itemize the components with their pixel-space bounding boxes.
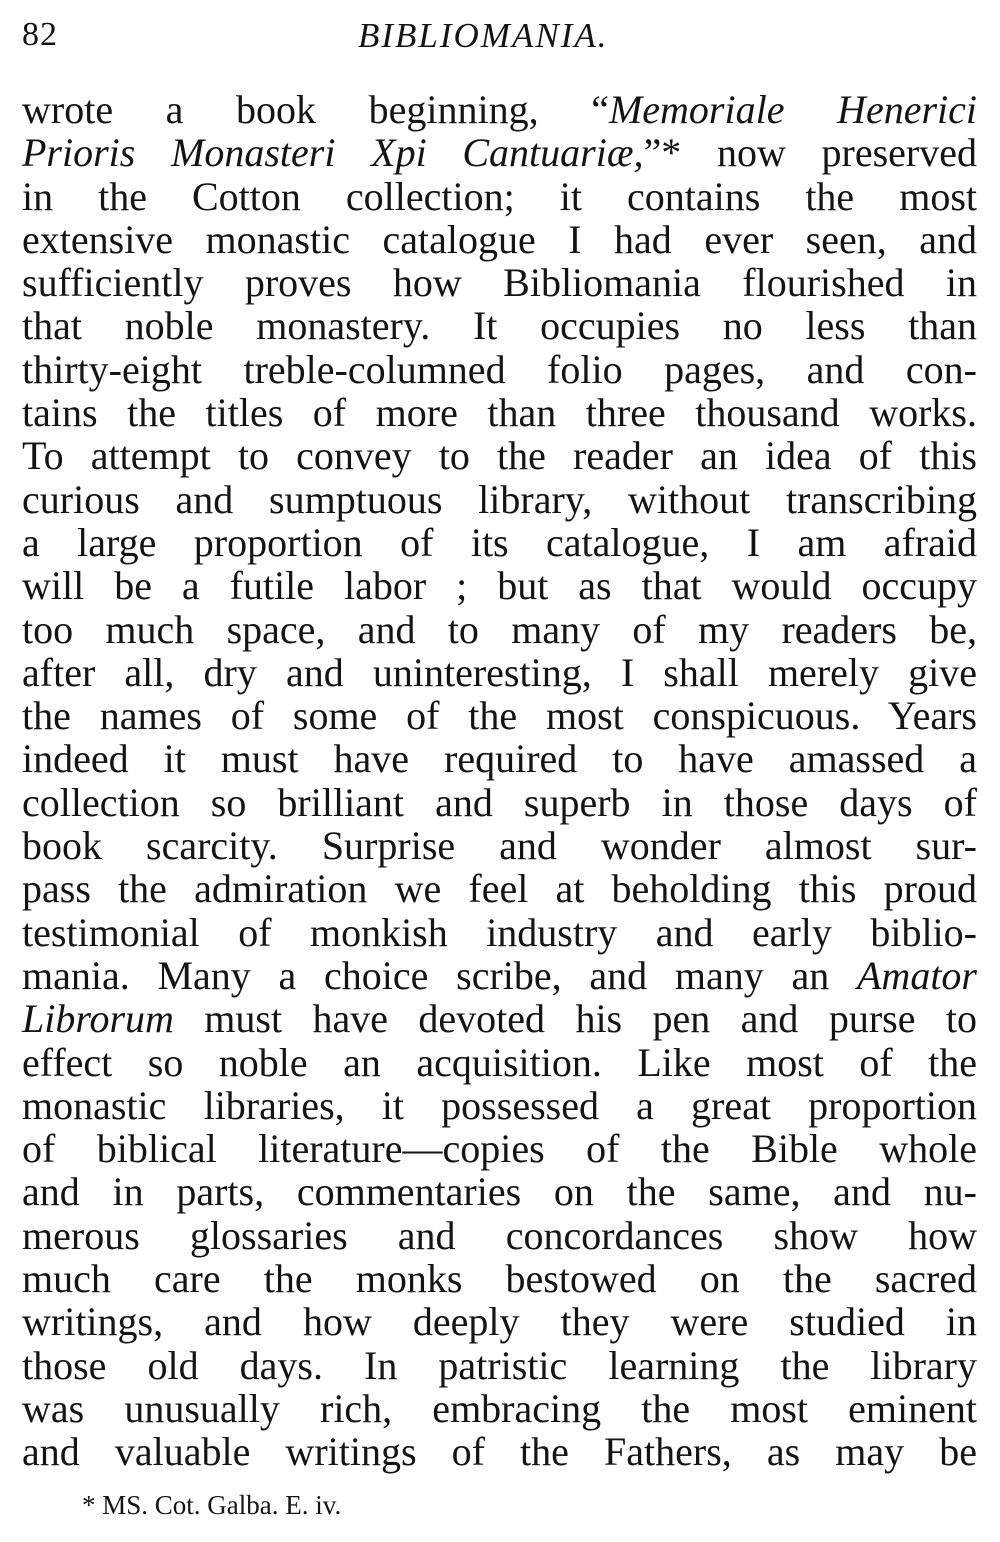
text-line (22, 737, 977, 780)
text-line (22, 824, 977, 867)
text-segment: extensive monastic catalogue I had ever seen, and (22, 216, 977, 262)
text-line (22, 1041, 977, 1084)
text-segment: and valuable writings of the Fathers, as may be (22, 1429, 977, 1475)
text-segment: indeed it must have required to have amassed a (22, 736, 977, 782)
text-segment: of biblical literature—copies of the Bible whole (22, 1126, 977, 1172)
text-segment: a large proportion of its catalogue, I am afraid (22, 519, 977, 565)
text-segment: those old days. In patristic learning the library (22, 1342, 977, 1388)
text-segment: curious and sumptuous library, without transcribing (22, 476, 977, 522)
text-line (22, 218, 977, 261)
text-line (22, 434, 977, 477)
text-segment: and in parts, commentaries on the same, and nu- (22, 1169, 977, 1215)
text-line (22, 781, 977, 824)
text-line (22, 304, 977, 347)
text-line (22, 131, 977, 174)
text-segment: must have devoted his pen and purse to (173, 996, 977, 1042)
page-header (22, 10, 977, 70)
text-line (22, 954, 977, 997)
text-line (22, 521, 977, 564)
body-text (22, 88, 977, 1474)
text-line (22, 175, 977, 218)
text-line (22, 1084, 977, 1127)
text-line (22, 1344, 977, 1387)
text-line (22, 391, 977, 434)
text-segment: was unusually rich, embracing the most eminent (22, 1385, 977, 1431)
text-segment: tains the titles of more than three thousand works. (22, 390, 977, 436)
text-line (22, 564, 977, 607)
page-number: 82 (22, 16, 58, 53)
text-line (22, 88, 977, 131)
text-line (22, 911, 977, 954)
text-segment: merous glossaries and concordances show how (22, 1212, 977, 1258)
text-segment: ”* now preserved (643, 130, 977, 176)
text-segment: collection so brilliant and superb in those days of (22, 779, 977, 825)
text-line (22, 1127, 977, 1170)
text-line (22, 1300, 977, 1343)
text-segment: book scarcity. Surprise and wonder almost sur- (22, 823, 977, 869)
text-segment: that noble monastery. It occupies no less than (22, 303, 977, 349)
running-title: BIBLIOMANIA. (358, 16, 609, 55)
text-segment: the names of some of the most conspicuous. Years (22, 693, 977, 739)
text-line (22, 1170, 977, 1213)
text-line (22, 694, 977, 737)
text-line (22, 1430, 977, 1473)
footnote: * MS. Cot. Galba. E. iv. (82, 1490, 342, 1520)
text-segment: effect so noble an acquisition. Like most of the (22, 1039, 977, 1085)
text-line (22, 997, 977, 1040)
text-line (22, 608, 977, 651)
text-segment: sufficiently proves how Bibliomania flourished in (22, 260, 977, 306)
text-line (22, 651, 977, 694)
text-segment: wrote a book beginning, “ (22, 87, 609, 132)
text-segment: writings, and how deeply they were studied in (22, 1299, 977, 1345)
text-segment: testimonial of monkish industry and early biblio- (22, 909, 977, 955)
italic-text: Prioris Monasteri Xpi Cantuariæ, (22, 130, 644, 176)
text-segment: mania. Many a choice scribe, and many an (22, 952, 857, 998)
text-line (22, 478, 977, 521)
italic-text: Librorum (22, 996, 174, 1042)
text-segment: monastic libraries, it possessed a great proportion (22, 1082, 977, 1128)
italic-text: Amator (857, 952, 977, 998)
text-segment: in the Cotton collection; it contains the most (22, 173, 977, 219)
text-line (22, 1257, 977, 1300)
italic-text: Memoriale Henerici (608, 87, 977, 132)
text-segment: To attempt to convey to the reader an idea of this (22, 433, 977, 479)
text-segment: after all, dry and uninteresting, I shall merely give (22, 649, 977, 695)
text-segment: pass the admiration we feel at beholding this proud (22, 866, 977, 912)
text-line (22, 1387, 977, 1430)
text-line (22, 1214, 977, 1257)
text-segment: too much space, and to many of my readers be, (22, 606, 977, 652)
text-segment: much care the monks bestowed on the sacred (22, 1256, 977, 1302)
text-line (22, 348, 977, 391)
text-segment: thirty-eight treble-columned folio pages, and con- (22, 346, 977, 392)
text-line (22, 867, 977, 910)
text-line (22, 261, 977, 304)
text-segment: will be a futile labor ; but as that would occupy (22, 563, 977, 609)
